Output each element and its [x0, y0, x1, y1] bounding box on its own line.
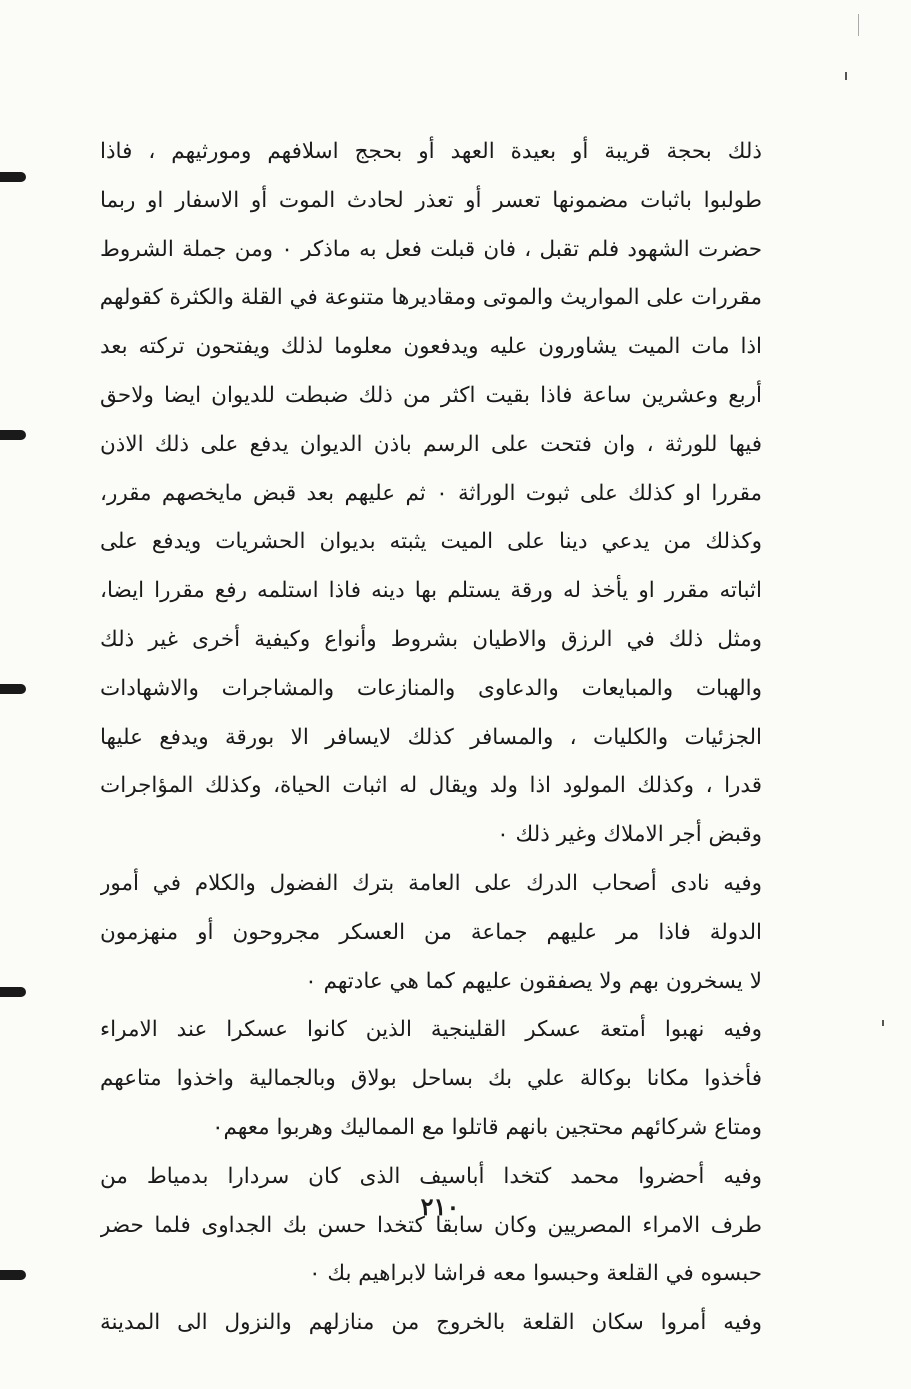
text-line: وفيه نهبوا أمتعة عسكر القلينجية الذين كانوا عسكرا عند الامراء [100, 1017, 762, 1043]
text-line: وفيه نادى أصحاب الدرك على العامة بترك الفضول والكلام في أمور [100, 870, 762, 896]
text-line: أربع وعشرين ساعة فاذا بقيت اكثر من ذلك ضبطت للديوان ايضا ولاحق [100, 382, 762, 408]
scan-speck-icon [882, 1020, 884, 1026]
text-line: مقررات على المواريث والموتى ومقاديرها متنوعة في القلة والكثرة كقولهم [100, 285, 762, 311]
body-text [100, 128, 762, 1348]
text-line: طرف الامراء المصريين وكان سابقا كتخدا حسن بك الجداوى فلما حضر [100, 1212, 762, 1238]
text-line: ومثل ذلك في الرزق والاطيان بشروط وأنواع وكيفية أخرى غير ذلك [100, 626, 762, 652]
scan-speck-icon [845, 72, 847, 80]
text-line: وفيه أحضروا محمد كتخدا أباسيف الذى كان سردارا بدمياط من [100, 1163, 762, 1189]
text-line: والهبات والمبايعات والدعاوى والمنازعات والمشاجرات والاشهادات [100, 675, 762, 701]
binding-mark-icon [0, 1270, 26, 1280]
text-line: قدرا ، وكذلك المولود اذا ولد ويقال له اثبات الحياة، وكذلك المؤاجرات [100, 773, 762, 799]
text-line: فيها للورثة ، وان فتحت على الرسم باذن الديوان يدفع على ذلك الاذن [100, 431, 762, 457]
scan-speck-icon [858, 14, 859, 36]
paragraph-end-line: ومتاع شركائهم محتجين بانهم قاتلوا مع المماليك وهربوا معهم٠ [211, 1114, 762, 1140]
text-line: اثباته مقرر او يأخذ له ورقة يستلم بها دينه فاذا استلمه رفع مقررا ايضا، [100, 578, 762, 604]
paragraph-end-line: وقبض أجر الاملاك وغير ذلك ٠ [497, 822, 762, 848]
page-number: ٢١٠ [420, 1192, 460, 1221]
text-line: ذلك بحجة قريبة أو بعيدة العهد أو بحجج اسلافهم ومورثيهم ، فاذا [100, 139, 762, 164]
binding-mark-icon [0, 430, 26, 440]
binding-mark-icon [0, 172, 26, 182]
binding-mark-icon [0, 684, 26, 694]
text-line: وكذلك من يدعي دينا على الميت يثبته بديوان الحشريات ويدفع على [100, 529, 762, 555]
binding-mark-icon [0, 987, 26, 997]
text-line: حضرت الشهود فلم تقبل ، فان قبلت فعل به ماذكر ٠ ومن جملة الشروط [100, 236, 762, 262]
paragraph-end-line: لا يسخرون بهم ولا يصفقون عليهم كما هي عادتهم ٠ [305, 968, 762, 994]
text-line: مقررا او كذلك على ثبوت الوراثة ٠ ثم عليهم بعد قبض مايخصهم مقرر، [100, 480, 762, 506]
text-line: اذا مات الميت يشاورون عليه ويدفعون معلوما لذلك ويفتحون تركته بعد [100, 334, 762, 360]
text-line: فأخذوا مكانا بوكالة علي بك بساحل بولاق وبالجمالية واخذوا متاعهم [100, 1066, 762, 1092]
text-line: الجزئيات والكليات ، والمسافر كذلك لايسافر الا بورقة ويدفع عليها [100, 724, 762, 750]
text-line: الدولة فاذا مر عليهم جماعة من العسكر مجروحون أو منهزمون [100, 919, 762, 945]
text-line: طولبوا باثبات مضمونها تعسر أو تعذر لحادث الموت أو الاسفار او ربما [100, 187, 762, 213]
paragraph-end-line: حبسوه في القلعة وحبسوا معه فراشا لابراهيم بك ٠ [308, 1261, 762, 1287]
text-line: وفيه أمروا سكان القلعة بالخروج من منازلهم والنزول الى المدينة [100, 1310, 762, 1336]
